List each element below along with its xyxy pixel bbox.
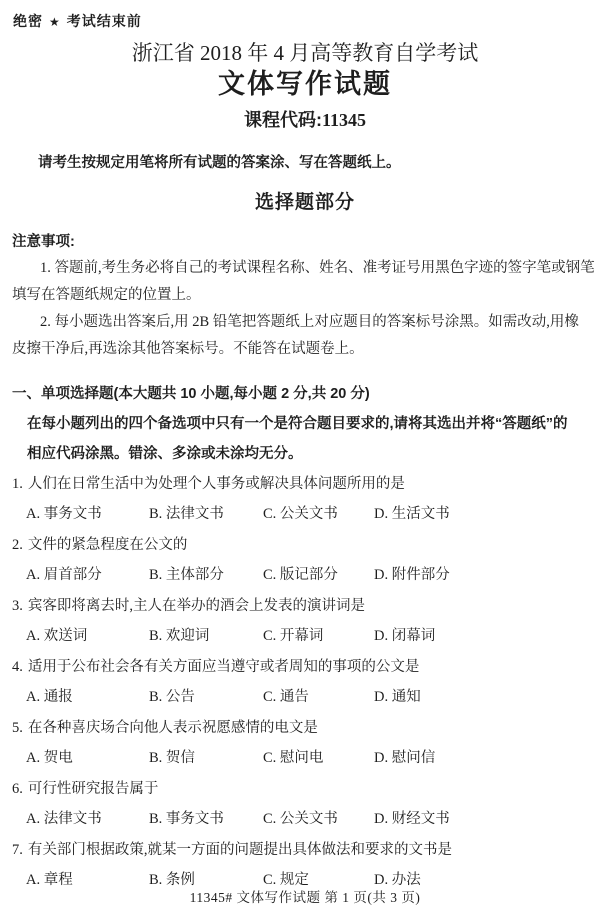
exam-title: 浙江省 2018 年 4 月高等教育自学考试 [131,41,479,65]
option-c: C. 公关文书 [263,811,338,827]
notice-heading: 注意事项: [12,234,75,250]
option-c: C. 慰问电 [263,750,324,766]
question-block-5 [0,713,610,773]
classification-label: 绝密 [13,13,43,29]
question-line [12,713,610,743]
option-d: D. 附件部分 [374,567,450,583]
option-d: D. 办法 [374,872,421,888]
option-d: D. 财经文书 [374,811,450,827]
option-c: C. 通告 [263,689,309,705]
option-a: A. 通报 [26,689,73,705]
option-b: B. 欢迎词 [149,628,210,644]
option-d: D. 通知 [374,689,421,705]
option-a: A. 欢送词 [26,628,88,644]
question-line [12,774,610,804]
choice-note-line-1: 在每小题列出的四个备选项中只有一个是符合题目要求的,请将其选出并将“答题纸”的 [27,416,568,432]
course-code-label: 课程代码: [243,110,322,130]
options-row [26,743,610,773]
question-block-1 [0,469,610,529]
option-c: C. 开幕词 [263,628,324,644]
option-c: C. 公关文书 [263,506,338,522]
question-text: 适用于公布社会各有关方面应当遵守或者周知的事项的公文是 [27,659,420,675]
option-c: C. 版记部分 [263,567,338,583]
option-b: B. 公告 [149,689,195,705]
option-b: B. 条例 [149,872,195,888]
option-d: D. 闭幕词 [374,628,436,644]
question-text: 可行性研究报告属于 [27,781,159,797]
star-icon: ★ [49,15,61,29]
option-d: D. 慰问信 [374,750,436,766]
question-text: 人们在日常生活中为处理个人事务或解决具体问题所用的是 [27,476,405,492]
notice-1-line-2: 填写在答题纸规定的位置上。 [12,287,201,303]
option-d: D. 生活文书 [374,506,450,522]
answer-instruction: 请考生按规定用笔将所有试题的答案涂、写在答题纸上。 [38,155,401,171]
options-row [26,499,610,529]
notice-2-line-2: 皮擦干净后,再选涂其他答案标号。不能答在试题卷上。 [12,341,364,357]
choice-section-heading: 一、单项选择题(本大题共 10 小题,每小题 2 分,共 20 分) [12,386,370,402]
question-text: 宾客即将离去时,主人在举办的酒会上发表的演讲词是 [27,598,365,614]
choice-note-line-2: 相应代码涂黑。错涂、多涂或未涂均无分。 [27,446,303,462]
option-a: A. 贺电 [26,750,73,766]
question-block-6 [0,774,610,834]
options-row [26,682,610,712]
options-row [26,804,610,834]
option-a: A. 眉首部分 [26,567,102,583]
page-footer: 11345# 文体写作试题 第 1 页(共 3 页) [189,890,421,905]
option-b: B. 主体部分 [149,567,224,583]
notice-1-line-1: 1. 答题前,考生务必将自己的考试课程名称、姓名、准考证号用黑色字迹的签字笔或钢笔 [40,260,595,276]
question-number: 3. [12,598,23,614]
question-line [12,469,610,499]
question-number: 6. [12,781,23,797]
question-line [12,835,610,865]
paper-title: 文体写作试题 [218,69,392,99]
question-block-3 [0,591,610,651]
question-text: 有关部门根据政策,就某一方面的问题提出具体做法和要求的文书是 [27,842,452,858]
option-b: B. 事务文书 [149,811,224,827]
option-b: B. 法律文书 [149,506,224,522]
question-text: 文件的紧急程度在公文的 [27,537,188,553]
notice-2-line-1: 2. 每小题选出答案后,用 2B 铅笔把答题纸上对应题目的答案标号涂黑。如需改动,用橡 [40,314,579,330]
option-a: A. 章程 [26,872,73,888]
question-number: 5. [12,720,23,736]
question-block-7 [0,835,610,895]
options-row [26,621,610,651]
question-list [0,469,610,895]
question-block-2 [0,530,610,590]
question-number: 2. [12,537,23,553]
notices [0,255,610,363]
option-b: B. 贺信 [149,750,195,766]
course-code-line [0,108,610,132]
choice-section-note [27,409,610,469]
option-a: A. 法律文书 [26,811,102,827]
question-number: 1. [12,476,23,492]
question-text: 在各种喜庆场合向他人表示祝愿感情的电文是 [27,720,318,736]
question-line [12,652,610,682]
exam-phase-label: 考试结束前 [66,13,142,29]
course-code-value: 11345 [321,110,366,130]
options-row [26,560,610,590]
question-line [12,591,610,621]
security-classification-line [13,13,610,31]
question-number: 4. [12,659,23,675]
section-title: 选择题部分 [254,192,355,213]
option-a: A. 事务文书 [26,506,102,522]
question-number: 7. [12,842,23,858]
question-block-4 [0,652,610,712]
option-c: C. 规定 [263,872,309,888]
question-line [12,530,610,560]
